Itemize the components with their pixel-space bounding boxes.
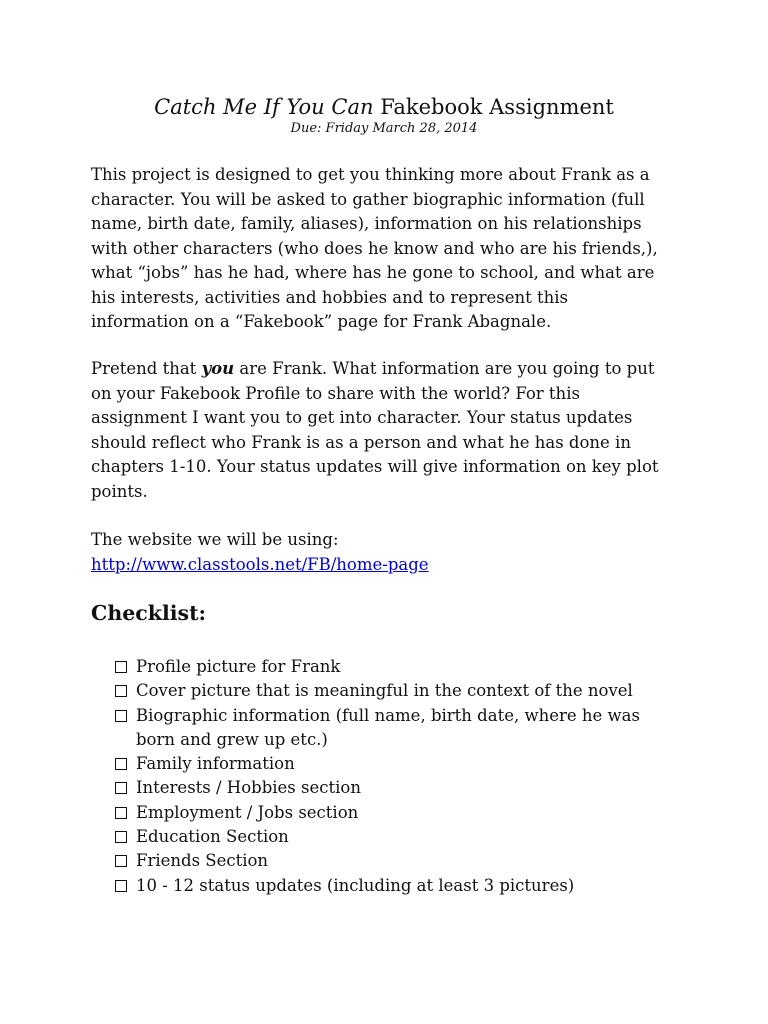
instructions-text: are Frank. What information are you going to put	[234, 359, 655, 378]
checkbox-icon[interactable]	[115, 855, 127, 867]
website-paragraph	[91, 528, 691, 577]
checkbox-icon[interactable]	[115, 807, 127, 819]
checklist-item	[114, 655, 714, 679]
checklist-item-label: Profile picture for Frank	[136, 657, 341, 676]
checkbox-icon[interactable]	[115, 685, 127, 697]
checkbox-icon[interactable]	[115, 710, 127, 722]
checkbox-icon[interactable]	[115, 880, 127, 892]
checkbox-icon[interactable]	[115, 782, 127, 794]
checklist-item-label: 10 - 12 status updates (including at least 3 pictures)	[136, 875, 575, 895]
instructions-line: chapters 1-10. Your status updates will give information on key plot	[91, 457, 659, 476]
checklist	[114, 655, 714, 898]
intro-line: what “jobs” has he had, where has he gone to school, and what are	[91, 263, 655, 282]
checklist-item-continuation: born and grew up etc.)	[136, 729, 328, 749]
instructions-line: points.	[91, 481, 148, 501]
intro-line: information on a “Fakebook” page for Frank Abagnale.	[91, 312, 552, 331]
intro-line: name, birth date, family, aliases), information on his relationships	[91, 214, 642, 233]
checklist-item	[114, 801, 714, 825]
checklist-item	[114, 776, 714, 800]
website-link[interactable]: http://www.classtools.net/FB/home-page	[91, 554, 429, 574]
checklist-heading: Checklist:	[91, 601, 207, 625]
checklist-item	[114, 679, 714, 703]
checklist-item	[114, 704, 714, 753]
checklist-item-label: Biographic information (full name, birth date, where he was	[136, 705, 640, 725]
checklist-item	[114, 825, 714, 849]
checklist-item	[114, 874, 714, 898]
page-title	[0, 92, 768, 122]
checklist-item	[114, 752, 714, 776]
checklist-item-label: Cover picture that is meaningful in the context of the novel	[136, 681, 633, 701]
intro-line: his interests, activities and hobbies and to represent this	[91, 287, 568, 307]
checkbox-icon[interactable]	[115, 758, 127, 770]
checklist-item-label: Education Section	[136, 827, 289, 847]
due-date: Due: Friday March 28, 2014	[290, 121, 478, 136]
instructions-line: should reflect who Frank is as a person and what he has done in	[91, 432, 631, 452]
title-book-name: Catch Me If You Can	[154, 95, 374, 119]
checklist-item-label: Employment / Jobs section	[136, 802, 359, 822]
emphasis-you: you	[201, 359, 235, 378]
checkbox-icon[interactable]	[115, 661, 127, 673]
checklist-item-label: Family information	[136, 754, 295, 774]
intro-line: character. You will be asked to gather biographic information (full	[91, 189, 645, 209]
instructions-text: Pretend that	[91, 359, 202, 378]
checklist-item-label: Interests / Hobbies section	[136, 778, 361, 798]
intro-line: This project is designed to get you thinking more about Frank as a	[91, 165, 650, 184]
checkbox-icon[interactable]	[115, 831, 127, 843]
checklist-item	[114, 849, 714, 873]
checklist-item-label: Friends Section	[136, 851, 269, 871]
instructions-line: assignment I want you to get into character. Your status updates	[91, 408, 633, 427]
instructions-line	[91, 357, 691, 382]
intro-line: with other characters (who does he know and who are his friends,),	[91, 238, 658, 258]
intro-paragraph	[91, 163, 691, 335]
instructions-line: on your Fakebook Profile to share with the world? For this	[91, 383, 580, 403]
instructions-paragraph	[91, 357, 691, 504]
title-assignment: Fakebook Assignment	[380, 95, 614, 119]
website-label: The website we will be using:	[91, 530, 339, 549]
